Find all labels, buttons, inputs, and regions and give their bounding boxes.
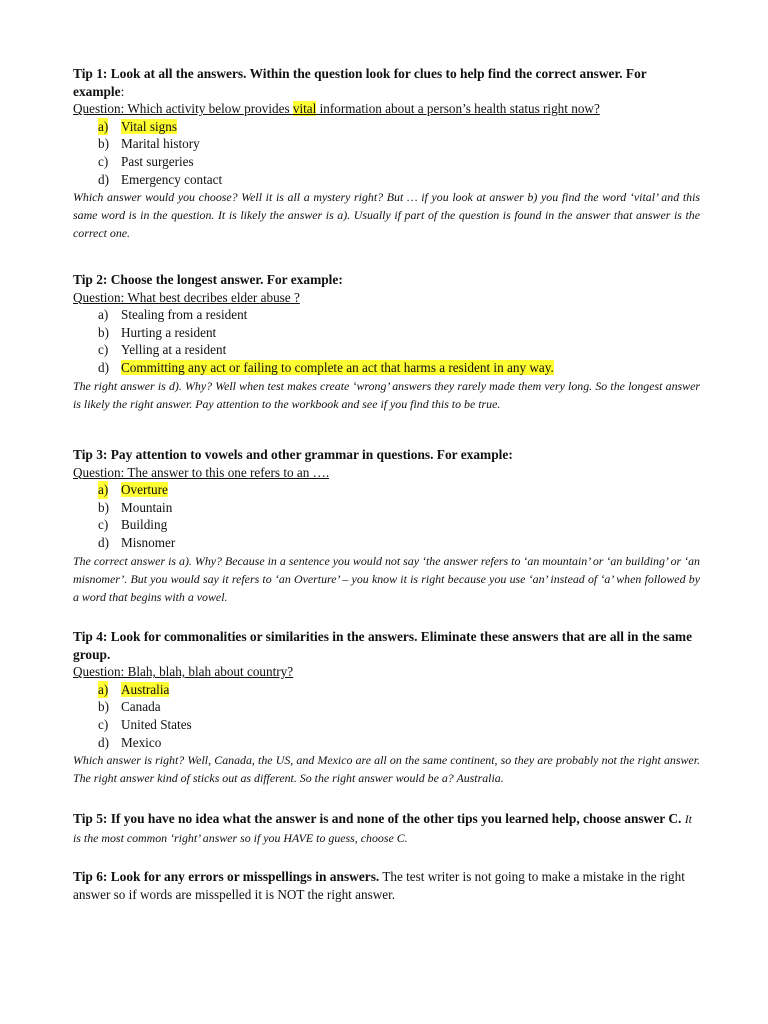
- list-item: [98, 716, 700, 734]
- option-text: Canada: [121, 699, 161, 715]
- option-letter: c): [98, 342, 109, 358]
- option-text: Past surgeries: [121, 153, 194, 169]
- option-letter: c): [98, 716, 109, 732]
- option-letter: b): [98, 324, 109, 340]
- option-letter: c): [98, 517, 109, 533]
- tip-5-title: Tip 5: If you have no idea what the answer is and none of the other tips you learned help, choose answer C. It is the most common ‘right’ answer so if you HAVE to guess, choose C.: [73, 811, 692, 845]
- list-item: [98, 698, 700, 716]
- option-text: Emergency contact: [121, 171, 223, 187]
- option-text: Stealing from a resident: [121, 307, 248, 323]
- list-item: [98, 306, 700, 324]
- list-item: [98, 153, 700, 171]
- tip-1-question: Question: Which activity below provides vital information about a person’s health status right now?: [73, 101, 600, 117]
- option-letter: c): [98, 153, 109, 169]
- option-letter: b): [98, 699, 109, 715]
- list-item: [98, 734, 700, 752]
- list-item: [98, 534, 700, 552]
- tip-2-question: Question: What best decribes elder abuse ?: [73, 289, 300, 305]
- tip-2-explanation: The right answer is d). Why? Well when test makes create ‘wrong’ answers they rarely made them very long. So the longest answer is likely the right answer. Pay attention to the workbook and see if you find this to be true.: [73, 378, 700, 411]
- tip-4-question: Question: Blah, blah, blah about country?: [73, 664, 294, 680]
- list-item: [98, 499, 700, 517]
- list-item: [98, 324, 700, 342]
- list-item: [98, 359, 700, 377]
- tip-3-title: Tip 3: Pay attention to vowels and other grammar in questions. For example:: [73, 447, 513, 462]
- option-letter: b): [98, 136, 109, 152]
- option-text: Mountain: [121, 499, 173, 515]
- tip-1: [73, 65, 700, 242]
- tip-2-title: Tip 2: Choose the longest answer. For example:: [73, 272, 343, 287]
- tip-5-tail: It is the most common ‘right’ answer so if you HAVE to guess, choose C.: [73, 812, 692, 845]
- tip-3-explanation: The correct answer is a). Why? Because in a sentence you would not say ‘the answer refers to ‘an mountain’ or ‘an building’ or ‘an misnomer’. But you would say it refers to ‘an Overture’ – you know it is right because you use ‘an’ instead of ‘a’ when followed by a word that begins with a vowel.: [73, 553, 700, 604]
- tip-4-title: Tip 4: Look for commonalities or similarities in the answers. Eliminate these answers that are all in the same group.: [73, 629, 693, 662]
- tip-2-options: [73, 306, 700, 376]
- option-letter: d): [98, 359, 109, 375]
- tip-1-title: Tip 1: Look at all the answers. Within the question look for clues to help find the correct answer. For example:: [73, 66, 647, 99]
- tip-6-title: Tip 6: Look for any errors or misspellings in answers.: [73, 869, 380, 884]
- list-item: [98, 171, 700, 189]
- option-text: Committing any act or failing to complete an act that harms a resident in any way.: [121, 359, 554, 375]
- option-text: Yelling at a resident: [121, 342, 227, 358]
- tip-6-tail: The test writer is not going to make a mistake in the right answer so if words are misspelled it is NOT the right answer.: [73, 869, 685, 902]
- tip-3-options: [73, 481, 700, 551]
- list-item: [98, 516, 700, 534]
- option-text: Misnomer: [121, 534, 176, 550]
- list-item: [98, 118, 700, 136]
- option-text: Overture: [121, 482, 168, 498]
- tip-4-options: [73, 681, 700, 751]
- tip-2: [73, 271, 700, 413]
- option-text: Mexico: [121, 734, 162, 750]
- option-letter: b): [98, 499, 109, 515]
- option-text: Building: [121, 517, 168, 533]
- list-item: [98, 481, 700, 499]
- option-letter: a): [98, 482, 109, 498]
- option-text: United States: [121, 716, 192, 732]
- option-letter: d): [98, 171, 109, 187]
- tip-6: [73, 868, 700, 903]
- option-letter: a): [98, 681, 109, 697]
- tip-1-options: [73, 118, 700, 188]
- list-item: [98, 135, 700, 153]
- option-text: Hurting a resident: [121, 324, 217, 340]
- tip-4: [73, 628, 700, 787]
- tip-1-explanation: Which answer would you choose? Well it is all a mystery right? But … if you look at answer b) you find the word ‘vital’ and this same word is in the question. It is likely the answer is a). Usually if part of the question is found in the answer that answer is the correct one.: [73, 190, 700, 241]
- option-letter: a): [98, 307, 109, 323]
- option-letter: d): [98, 534, 109, 550]
- tip-5: [73, 810, 700, 847]
- tip-3: [73, 446, 700, 606]
- tip-4-explanation: Which answer is right? Well, Canada, the US, and Mexico are all on the same continent, so they are probably not the right answer. The right answer kind of sticks out as different. So the right answer would be a? Australia.: [73, 753, 700, 786]
- list-item: [98, 681, 700, 699]
- list-item: [98, 341, 700, 359]
- option-text: Australia: [121, 681, 170, 697]
- tip-6-body: [73, 868, 700, 903]
- option-text: Marital history: [121, 136, 200, 152]
- option-text: Vital signs: [121, 118, 177, 134]
- tip-3-question: Question: The answer to this one refers to an ….: [73, 464, 330, 480]
- option-letter: a): [98, 118, 109, 134]
- option-letter: d): [98, 734, 109, 750]
